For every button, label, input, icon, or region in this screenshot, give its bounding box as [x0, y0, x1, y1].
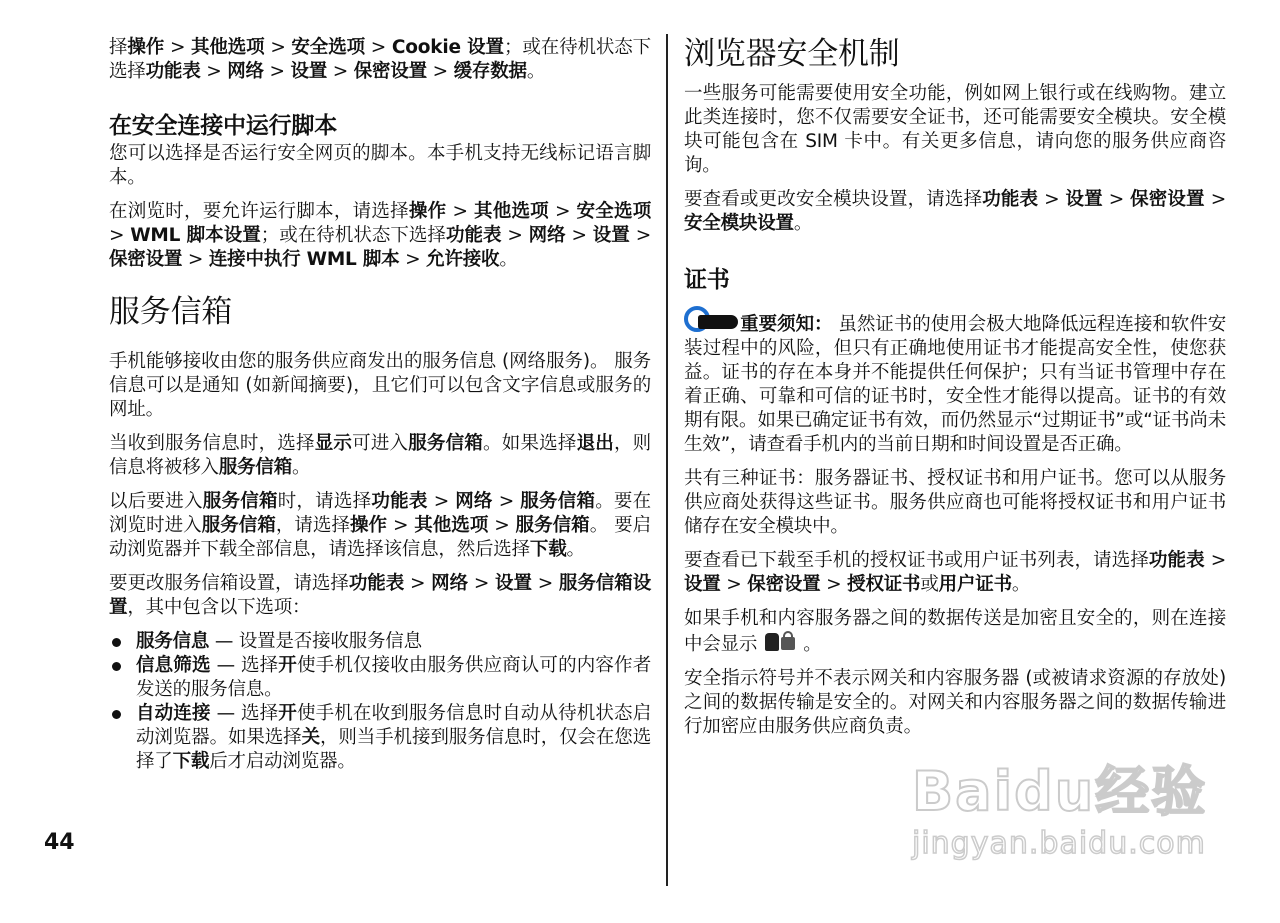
bold-term: 服务信箱: [202, 491, 278, 512]
certificates-paragraph-3: [684, 549, 1226, 597]
bold-term: 显示: [314, 433, 353, 454]
note-label: 重要须知：: [740, 314, 833, 335]
bold-term: 下载: [172, 751, 210, 772]
text-run: 择: [109, 37, 128, 58]
security-paragraph-2: [684, 188, 1226, 236]
left-column: [109, 36, 651, 774]
text-run: — 选择: [210, 655, 279, 676]
script-paragraph-1: [109, 142, 651, 190]
secure-connection-text: 如果手机和内容服务器之间的数据传送是加密且安全的，则在连接中会显示: [684, 608, 1226, 655]
text-run: 。要在浏览时进入: [109, 491, 651, 536]
bold-term: 保密设置: [1130, 189, 1205, 210]
text-run: ，其中包含以下选项：: [127, 597, 311, 618]
text-run: >: [200, 61, 228, 82]
text-run: >: [404, 573, 432, 594]
text-run: ，则当手机接到服务信息时，仅会在您选择了: [136, 727, 651, 772]
text-run: 。: [1011, 574, 1031, 595]
inbox-paragraph-2: [109, 432, 651, 480]
text-run: 。: [292, 457, 311, 478]
right-column: [684, 36, 1226, 749]
text-run: 当收到服务信息时，选择: [109, 433, 315, 454]
text-run: ；或在待机状态下选择: [109, 37, 651, 82]
text-run: ；或在待机状态下选择: [260, 225, 446, 246]
list-item: [109, 630, 651, 654]
bold-term: 用户证书: [938, 574, 1012, 595]
text-run: 要查看或更改安全模块设置，请选择: [684, 189, 983, 210]
bold-term: 服务信箱: [515, 515, 590, 536]
bold-term: 其他选项: [191, 37, 265, 58]
text-run: 。: [499, 249, 518, 270]
text-run: >: [531, 573, 559, 594]
text-run: >: [820, 574, 848, 595]
text-run: 或: [920, 574, 939, 595]
text-run: >: [399, 249, 427, 270]
text-run: >: [364, 37, 392, 58]
text-run: >: [501, 225, 529, 246]
bold-term: 安全选项: [291, 37, 365, 58]
text-run: 。如果选择: [483, 433, 577, 454]
text-run: 时，请选择: [277, 491, 372, 512]
bold-term: 功能表: [145, 61, 201, 82]
bold-term: 自动连接: [136, 703, 211, 724]
bold-term: 设置: [1065, 189, 1103, 210]
bold-term: 操作: [127, 37, 165, 58]
bold-term: 网络: [528, 225, 566, 246]
text-run: >: [182, 249, 209, 270]
bold-term: 功能表: [1148, 550, 1205, 571]
text-run: 要查看已下载至手机的授权证书或用户证书列表，请选择: [684, 550, 1149, 571]
bold-term: 关: [301, 727, 320, 748]
bold-term: 设置: [684, 574, 721, 595]
text-run: >: [1038, 189, 1066, 210]
bold-term: 功能表: [371, 491, 428, 512]
text-run: 安全指示符号并不表示网关和内容服务器 (或被请求资源的存放处) 之间的数据传输是安全的。对网关和内容服务器之间的数据传输进行加密应由服务供应商负责。: [684, 668, 1226, 737]
important-note-icon: [684, 306, 742, 336]
text-run: >: [468, 573, 496, 594]
bold-term: 退出: [576, 433, 614, 454]
bold-term: 操作: [350, 515, 388, 536]
bold-term: 开: [278, 655, 297, 676]
browser-security-heading: 浏览器安全机制: [684, 36, 900, 72]
bold-term: 允许接收: [426, 249, 500, 270]
bold-term: 设置: [290, 61, 328, 82]
security-paragraph-1: [684, 82, 1226, 178]
bold-term: 安全选项: [576, 201, 652, 222]
bold-term: 服务信箱: [520, 491, 596, 512]
baidu-watermark: [912, 760, 1212, 880]
bold-term: 网络: [431, 573, 469, 594]
bold-term: 操作: [408, 201, 447, 222]
text-run: >: [1204, 550, 1226, 571]
inbox-paragraph-1: [109, 350, 651, 422]
bold-term: 其他选项: [414, 515, 489, 536]
text-run: 可进入: [352, 433, 409, 454]
page-number: 44: [44, 830, 75, 855]
text-run: 在浏览时，要允许运行脚本，请选择: [109, 201, 409, 222]
text-run: 要更改服务信箱设置，请选择: [109, 573, 349, 594]
bold-term: 开: [278, 703, 297, 724]
bold-term: 缓存数据: [453, 61, 527, 82]
text-run: >: [387, 515, 415, 536]
text-run: 手机能够接收由您的服务供应商发出的服务信息 (网络服务)。 服务信息可以是通知 (如新闻摘要)，且它们可以包含文字信息或服务的网址。: [109, 351, 651, 420]
bold-term: 功能表: [445, 225, 502, 246]
bold-term: 信息筛选: [136, 655, 211, 676]
text-run: >: [164, 37, 192, 58]
text-run: >: [109, 225, 131, 246]
bold-term: 功能表: [982, 189, 1039, 210]
bold-term: 保密设置: [747, 574, 821, 595]
text-run: >: [446, 201, 474, 222]
bold-term: 连接中执行 WML 脚本: [208, 249, 400, 270]
text-run: — 设置是否接收服务信息: [209, 631, 422, 652]
text-run: >: [426, 61, 454, 82]
text-run: 使手机在收到服务信息时自动从待机状态启动浏览器。如果选择: [136, 703, 651, 748]
bold-term: 网络: [227, 61, 264, 82]
text-run: 。: [793, 213, 813, 234]
inbox-paragraph-4: [109, 572, 651, 620]
bold-term: 下载: [529, 539, 567, 560]
text-run: 。: [566, 539, 585, 560]
list-item: [109, 702, 651, 774]
service-inbox-heading: 服务信箱: [109, 294, 233, 330]
bold-term: 服务信箱: [201, 515, 276, 536]
text-run: 。: [526, 61, 546, 82]
inbox-paragraph-3: [109, 490, 651, 562]
text-run: >: [492, 491, 521, 512]
text-run: >: [548, 201, 577, 222]
bold-term: 服务信箱: [408, 433, 484, 454]
text-run: >: [1102, 189, 1131, 210]
text-run: 以后要进入: [109, 491, 203, 512]
text-run: >: [1204, 189, 1226, 210]
bold-term: 服务信箱: [218, 457, 293, 478]
text-run: ，请选择: [275, 515, 351, 536]
bold-term: 安全模块设置: [684, 213, 794, 234]
text-run: >: [488, 515, 516, 536]
bold-term: WML 脚本设置: [130, 225, 261, 246]
text-run: 您可以选择是否运行安全网页的脚本。本手机支持无线标记语言脚本。: [109, 143, 651, 188]
bold-term: 设置: [495, 573, 532, 594]
text-run: 一些服务可能需要使用安全功能，例如网上银行或在线购物。建立此类连接时，您不仅需要安全证书，还可能需要安全模块。安全模块可能包含在 SIM 卡中。有关更多信息，请向您的服务供应商咨询。: [684, 83, 1226, 176]
bold-term: 服务信息: [136, 631, 210, 652]
bold-term: 网络: [455, 491, 493, 512]
bold-term: 功能表: [348, 573, 405, 594]
list-item: [109, 654, 651, 702]
text-run: 后才启动浏览器。: [209, 751, 356, 772]
column-divider: [666, 34, 668, 886]
certificates-heading: 证书: [684, 267, 730, 293]
bold-term: 保密设置: [353, 61, 427, 82]
bold-term: 其他选项: [473, 201, 549, 222]
script-paragraph-2: [109, 200, 651, 272]
intro-paragraph: [109, 36, 651, 84]
script-heading: 在安全连接中运行脚本: [109, 113, 338, 139]
text-run: >: [720, 574, 748, 595]
certificates-paragraph-5: [684, 667, 1226, 739]
secure-connection-text-end: 。: [803, 634, 822, 655]
text-run: >: [427, 491, 456, 512]
bold-term: 授权证书: [847, 574, 921, 595]
text-run: >: [263, 61, 291, 82]
text-run: >: [629, 225, 652, 246]
text-run: 。 要启动浏览器并下载全部信息，请选择该信息，然后选择: [109, 515, 651, 560]
bold-term: 保密设置: [109, 249, 183, 270]
text-run: >: [264, 37, 292, 58]
bold-term: Cookie 设置: [391, 37, 504, 58]
text-run: >: [565, 225, 593, 246]
bold-term: 服务信箱设置: [109, 573, 651, 618]
bold-term: 设置: [592, 225, 630, 246]
watermark-url: jingyan.baidu.com: [912, 826, 1206, 861]
text-run: 共有三种证书：服务器证书、授权证书和用户证书。您可以从服务供应商处获得这些证书。服务供应商也可能将授权证书和用户证书储存在安全模块中。: [684, 468, 1226, 537]
text-run: — 选择: [210, 703, 279, 724]
inbox-options-list: [109, 630, 651, 774]
secure-connection-icon: [763, 631, 797, 653]
watermark-logo: Baidu经验: [912, 760, 1208, 823]
important-note: [684, 306, 1226, 457]
text-run: 使手机仅接收由服务供应商认可的内容作者发送的服务信息。: [136, 655, 651, 700]
note-text: 虽然证书的使用会极大地降低远程连接和软件安装过程中的风险，但只有正确地使用证书才能提高安全性，使您获益。证书的存在本身并不能提供任何保护；只有当证书管理中存在着正确、可靠和可信的证书时，安全性才能得以提高。证书的有效期有限。如果已确定证书有效，而仍然显示“过期证书”或“证书尚未生效”，请查看手机内的当前日期和时间设置是否正确。: [684, 314, 1226, 455]
certificates-paragraph-4: [684, 607, 1226, 657]
text-run: ，则信息将被移入: [109, 433, 651, 478]
certificates-paragraph-2: [684, 467, 1226, 539]
text-run: >: [327, 61, 354, 82]
